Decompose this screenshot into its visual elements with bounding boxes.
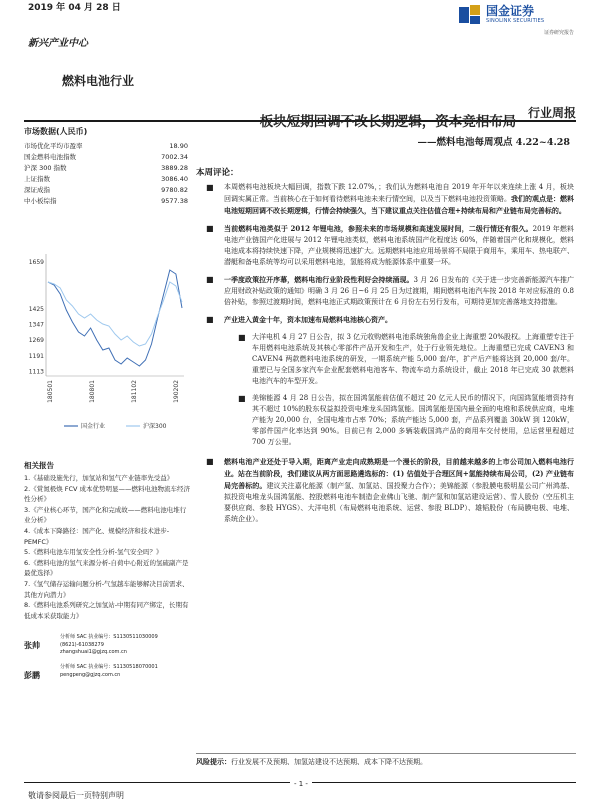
left-column <box>24 126 192 620</box>
risk-rule <box>196 753 576 754</box>
related-report-item[interactable]: 3.《产业核心环节，国产化和完成故——燃料电池电堆行业分析》 <box>24 505 187 525</box>
related-report-item[interactable]: 4.《成本下降路径：国产化、规模经济和技术进步-PEMFC》 <box>24 526 170 546</box>
bullet-square-icon: ■ <box>238 333 246 342</box>
para-text: 大洋电机 4 月 27 日公告，拟 3 亿元收购燃料电池系统独角兽企业上海重塑 20%股权。上海重塑专注于车用燃料电池系统及其核心零部件产品开发和生产，处于行业领先地位。上海重塑已完成 CAVEN3 和 CAVEN4 两款燃料电池系统的研发，一期系统产能 5,000 套/年，扩产后产能将达到 20,000 套/年。重塑已与全国多家汽车企业配套燃料电池客车、物流车动力系统设计，截止 2018 年已完成 30 款燃料电池汽车的车型开发。 <box>252 333 574 385</box>
chart-x-tick-label: 180501 <box>47 380 54 403</box>
analyst-entry <box>24 664 204 694</box>
market-label: 中小板综指 <box>24 197 57 205</box>
market-row <box>24 152 192 163</box>
analyst-entry <box>24 634 204 664</box>
market-data-table <box>24 141 192 207</box>
logo-mark-icon <box>458 4 482 26</box>
paragraph-weekly-review <box>196 182 580 217</box>
related-reports-title: 相关报告 <box>24 461 54 470</box>
risk-warning <box>196 756 580 768</box>
para-emphasis: 一季度政策拉开序幕，燃料电池行业阶段性利好会持续涌现。 <box>224 275 414 284</box>
market-value: 7002.34 <box>161 153 188 161</box>
related-report-item[interactable]: 7.《氢气储存运输问题分析-气氢越车能够解决目前需求、其他方向潜力》 <box>24 579 189 599</box>
analyst-cert: 分析师 SAC 执业编号：S1130518070001 <box>60 664 158 670</box>
market-label: 深证成指 <box>24 186 50 194</box>
report-title: 板块短期回调不改长期逻辑，资本竞相布局 <box>259 114 517 130</box>
chart-y-tick-label: 1269 <box>28 337 44 345</box>
market-data-title: 市场数据(人民币) <box>24 127 88 136</box>
bullet-square-icon: ■ <box>206 457 214 466</box>
page-header <box>0 0 600 120</box>
market-value: 9780.82 <box>161 186 188 194</box>
related-report-item[interactable]: 8.《燃料电池系列研究之加氢站-中期有同产绑定，长期有低成本采获取能力》 <box>24 601 189 620</box>
market-row <box>24 185 192 196</box>
chart-series-line-0 <box>48 270 182 366</box>
chart-x-tick-label: 181102 <box>131 380 138 403</box>
related-report-item[interactable]: 2.《赏氮极焕 FCV 成本优势明显——燃料电池物流车经济性分析》 <box>24 484 191 504</box>
para-emphasis: 我们的观点是：燃料电池短期回调不改长期逻辑，行情会持续强久，当下建议重点关注估值合理+持续布局和产业链布局完善标的。 <box>224 194 574 215</box>
related-reports <box>24 460 192 621</box>
risk-text: 行业发展不及预期、加氢站建设不达预期、成本下降不达预期。 <box>231 758 427 766</box>
chart-y-tick-label: 1191 <box>28 352 44 360</box>
analyst-name: 彭鹏 <box>24 671 40 680</box>
market-label: 国金燃料电池指数 <box>24 153 76 161</box>
market-row <box>24 141 192 152</box>
chart-legend-label: 国金行业 <box>81 423 106 430</box>
related-report-item[interactable]: 5.《燃料电池车用氢安全性分析-氢气安全吗？》 <box>24 548 163 557</box>
para-emphasis: 燃料电池产业还处于导入期，距离产业走向成熟期是一个漫长的阶段，目前越来越多的上市公司加入燃料电池行业。站在当前阶段，我们建议从两方面思路遴选标的：(1) 估值处于合理区间+氢能持续布局公司，(2) 产业链布局完善标的。 <box>224 457 574 490</box>
main-column <box>196 108 580 525</box>
chart-legend-label: 沪深300 <box>143 423 167 430</box>
para-text: 建议关注嘉化能源（制产氢、加氢站、国投聚力合作）；美锦能源（参股膜电极明星公司广州鸿基、拟投资电堆龙头国鸿氢能、控股燃料电池车制造企业佛山飞驰、制产氢和加氢站建设运营）、雪人股份（空压机主要供应商、参股 HYGS）、大洋电机（布局燃料电池系统、运营、参股 BLDP）、雄韬股份（布局膜电极、电堆、系统企业）。 <box>224 482 575 523</box>
analyst-email[interactable]: pengpeng@gjzq.com.cn <box>60 671 121 678</box>
research-center: 新兴产业中心 <box>28 38 88 49</box>
chart-y-tick-label: 1425 <box>28 306 44 313</box>
bullet-square-icon: ■ <box>206 183 214 192</box>
industry-name: 燃料电池行业 <box>62 74 135 88</box>
paragraph-golden-decade <box>196 314 580 326</box>
market-row <box>24 196 192 207</box>
chart-x-tick-label: 180801 <box>89 380 96 403</box>
market-row <box>24 174 192 185</box>
analyst-email[interactable]: zhangshuai1@gjzq.com.cn <box>60 649 127 655</box>
report-subtitle: ——燃料电池每周观点 4.22~4.28 <box>417 137 570 148</box>
market-value: 9577.38 <box>161 197 188 205</box>
para-text: 本周燃料电池板块大幅回调，指数下跌 12.07%，；我们认为燃料电池自 2019 年开年以来连续上涨 4 月，板块回调实属正常。当前核心在于如何看待燃料电池未来行情空间，以及当下燃料电池投资策略。 <box>224 183 574 203</box>
para-text: 美锦能源 4 月 28 日公告，拟在国鸿氢能前估值不超过 20 亿元人民币的情况下，向国鸿氢能增资持有其不超过 10%的股东权益拟投资电堆龙头国鸿氢能。国鸿氢能是国内最全面的电堆和系统供应商，电堆产能为 20,000 台，全国电堆市占率 70%；系统产能达 5,000 套，产品系列覆盖 30kW 到 120kW，零部件国产化率达到 90%。目前已有 2,000 多辆装载国鸿产品的商用车交付使用，总运营里程超过 700 万公里。 <box>252 394 574 446</box>
market-value: 3086.40 <box>161 175 188 183</box>
bullet-square-icon: ■ <box>206 275 214 284</box>
logo-name-cn: 国金证券 <box>486 4 535 18</box>
report-date: 2019 年 04 月 28 日 <box>28 3 121 13</box>
market-label: 沪深 300 指数 <box>24 164 67 172</box>
chart-y-tick-label: 1113 <box>28 368 44 376</box>
company-logo <box>458 2 574 36</box>
market-label: 上证指数 <box>24 175 50 183</box>
logo-subtitle: 证券研究报告 <box>543 30 574 36</box>
analyst-info <box>60 664 210 679</box>
report-type: 行业周报 <box>527 106 576 120</box>
analyst-name: 张帅 <box>24 641 40 650</box>
paragraph-lithium-analogy <box>196 223 580 268</box>
analyst-info <box>60 634 210 657</box>
analyst-block <box>24 634 204 694</box>
analyst-cert: 分析师 SAC 执业编号：S1130511030009 <box>60 634 158 640</box>
paragraph-policy <box>196 274 580 308</box>
page-number: - 1 - <box>290 780 312 788</box>
disclaimer-link[interactable]: 敬请参阅最后一页特别声明 <box>28 791 124 800</box>
logo-name-en: SINOLINK SECURITIES <box>486 18 545 24</box>
para-emphasis: 产业进入黄金十年，资本加速布局燃料电池核心资产。 <box>224 315 392 324</box>
paragraph-strategy <box>196 456 580 525</box>
related-report-item[interactable]: 6.《燃料电池的氢气来源分析-自荷中心附近的氢硫副产是最优选择》 <box>24 558 189 578</box>
bullet-square-icon: ■ <box>206 224 214 233</box>
subparagraph-dayang <box>196 332 580 387</box>
market-value: 3889.28 <box>161 164 188 172</box>
analyst-phone: (8621)-61038279 <box>60 641 104 648</box>
index-chart <box>24 250 192 442</box>
para-text: 2019 年燃料电池产业链国产化进展与 2012 年锂电池类似，燃料电池系统国产化程度达 60%，伴随着国产化和规模化，燃料电池成本将持续快速下降，产业规模将迅速扩大。远期燃料电池应用场景将不局限于商用车，乘用车、热电联产、潜艇和备电系统等均可以采用燃料电池，氢能将成为能源体系中重要一环。 <box>224 225 575 266</box>
index-chart-svg <box>24 250 192 442</box>
market-label: 市场优化平均市盈率 <box>24 142 83 150</box>
market-value: 18.90 <box>169 142 188 150</box>
subparagraph-meijin <box>196 393 580 448</box>
risk-label: 风险提示： <box>196 757 231 766</box>
para-emphasis: 当前燃料电池类似于 2012 年锂电池，参照未来的市场规模和高速发展时间，二级行情还有很久。 <box>224 224 533 233</box>
para-text: 3 月 26 日发布的《关于进一步完善新能源汽车推广应用财政补贴政策的通知》明确 3 月 26 日~6 月 25 日为过渡期，期间燃料电池汽车按 2018 年对应标准的 0.8 倍补贴，参照过渡期时间，燃料电池正式期政策预计在 6 月份左右另行发布，可期待更加完善落地支持措施。 <box>224 276 574 306</box>
bullet-square-icon: ■ <box>206 315 214 324</box>
review-heading: 本周评论： <box>196 168 239 178</box>
chart-x-tick-label: 190202 <box>173 380 180 403</box>
bullet-square-icon: ■ <box>238 394 246 403</box>
chart-y-tick-label: 1659 <box>28 259 44 267</box>
market-row <box>24 163 192 174</box>
chart-y-tick-label: 1347 <box>28 321 44 329</box>
related-report-item[interactable]: 1.《基础设施先行，加氢站和氢气产业链率先受益》 <box>24 474 174 482</box>
